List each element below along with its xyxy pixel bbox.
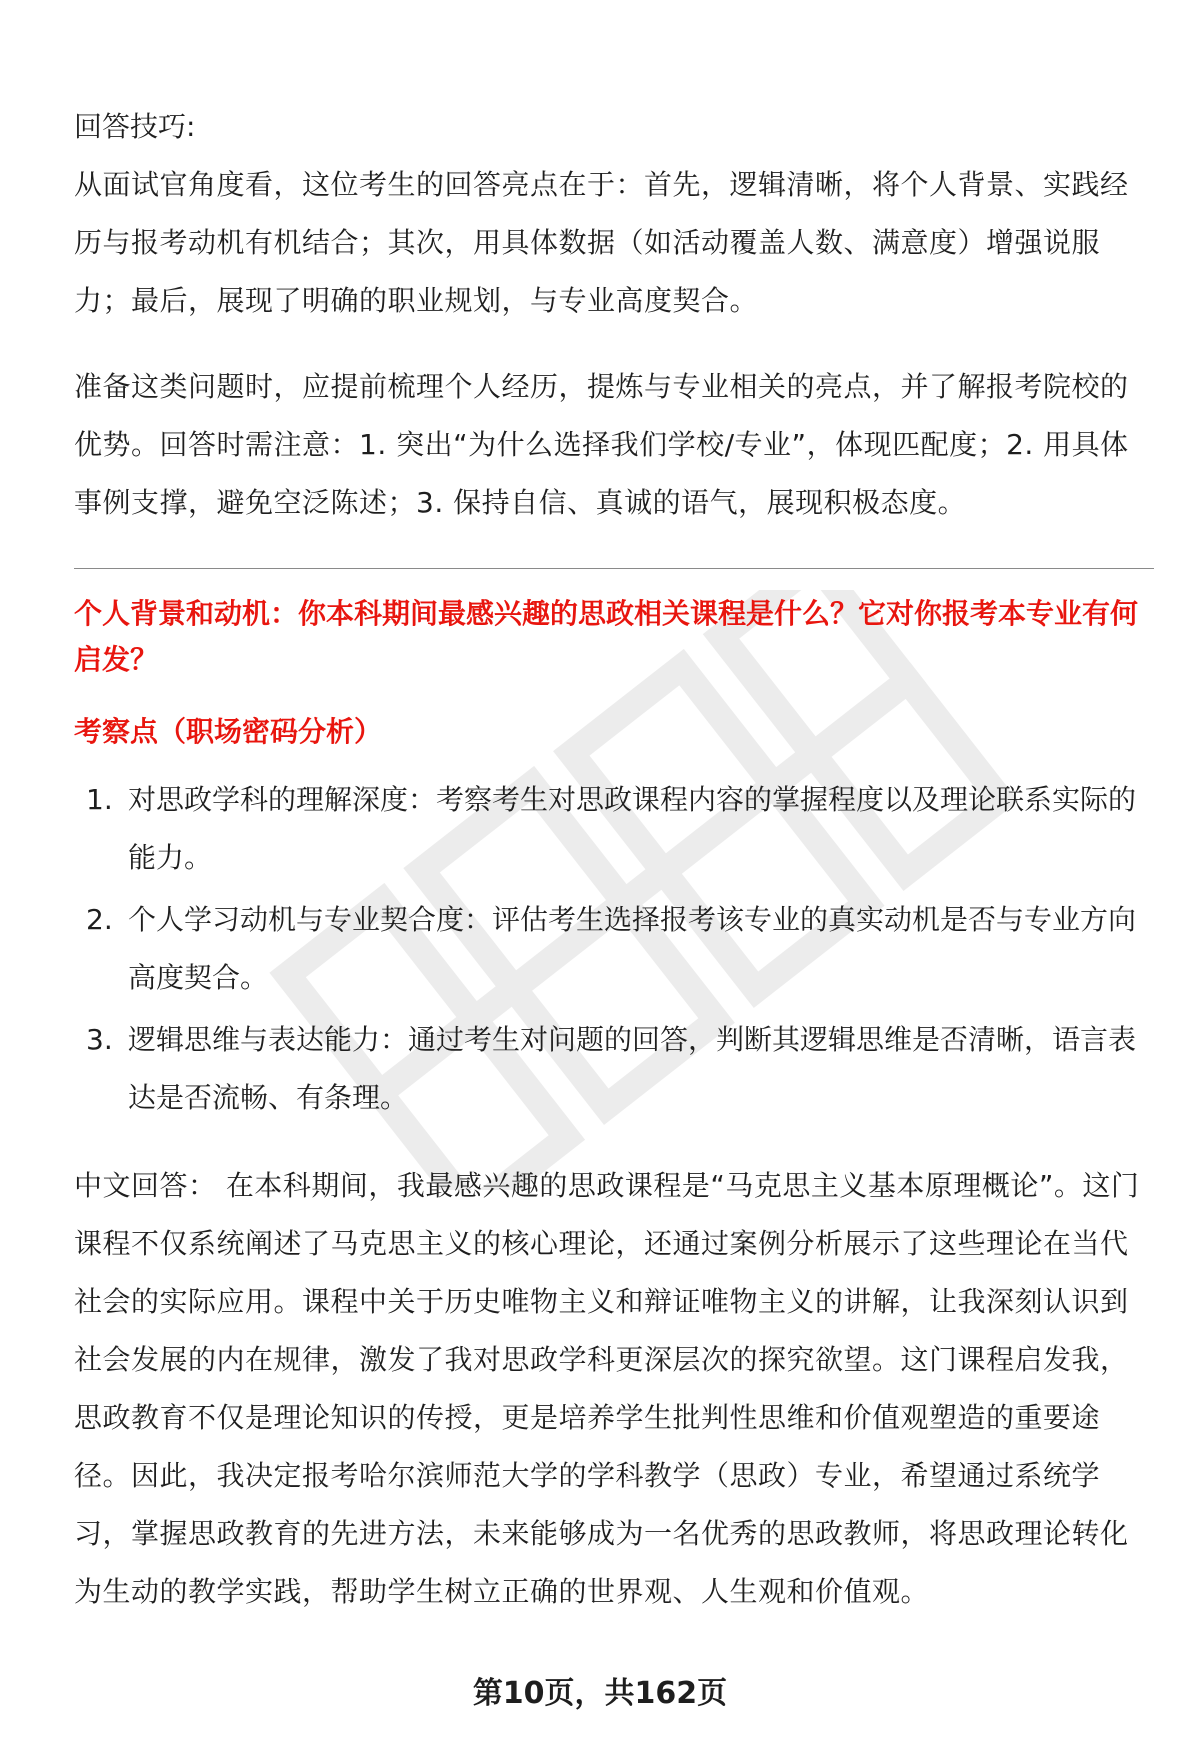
- answer-paragraph: 中文回答： 在本科期间，我最感兴趣的思政课程是“马克思主义基本原理概论”。这门课程不仅系统阐述了马克思主义的核心理论，还通过案例分析展示了这些理论在当代社会的实际应用。课程中关于历史唯物主义和辩证唯物主义的讲解，让我深刻认识到社会发展的内在规律，激发了我对思政学科更深层次的探究欲望。这门课程启发我，思政教育不仅是理论知识的传授，更是培养学生批判性思维和价值观塑造的重要途径。因此，我决定报考哈尔滨师范大学的学科教学（思政）专业，希望通过系统学习，掌握思政教育的先进方法，未来能够成为一名优秀的思政教师，将思政理论转化为生动的教学实践，帮助学生树立正确的世界观、人生观和价值观。: [74, 1169, 1140, 1608]
- tips-label: 回答技巧:: [74, 110, 196, 143]
- list-item: [74, 771, 1148, 887]
- tips-paragraph-2: 准备这类问题时，应提前梳理个人经历，提炼与专业相关的亮点，并了解报考院校的优势。回答时需注意：1. 突出“为什么选择我们学校/专业”，体现匹配度；2. 用具体事例支撑，避免空泛陈述；3. 保持自信、真诚的语气，展现积极态度。: [74, 370, 1129, 519]
- list-item-number: 2.: [86, 903, 113, 936]
- assessment-points-list: [74, 771, 1148, 1127]
- list-item-text: 对思政学科的理解深度：考察考生对思政课程内容的掌握程度以及理论联系实际的能力。: [128, 783, 1137, 874]
- list-item-text: 逻辑思维与表达能力：通过考生对问题的回答，判断其逻辑思维是否清晰，语言表达是否流畅、有条理。: [128, 1023, 1137, 1114]
- list-item: [74, 891, 1148, 1007]
- list-item-number: 1.: [86, 783, 113, 816]
- tips-paragraph-1: 从面试官角度看，这位考生的回答亮点在于：首先，逻辑清晰，将个人背景、实践经历与报考动机有机结合；其次，用具体数据（如活动覆盖人数、满意度）增强说服力；最后，展现了明确的职业规划，与专业高度契合。: [74, 168, 1129, 317]
- list-item: [74, 1011, 1148, 1127]
- page-content: [74, 98, 1148, 1621]
- list-item-text: 个人学习动机与专业契合度：评估考生选择报考该专业的真实动机是否与专业方向高度契合。: [128, 903, 1137, 994]
- section-divider: [74, 568, 1154, 569]
- watermark-text: 职场密码出品: [633, 899, 647, 901]
- page-number-footer: 第10页，共162页: [472, 1676, 728, 1711]
- question-heading: 个人背景和动机：你本科期间最感兴趣的思政相关课程是什么？它对你报考本专业有何启发？: [74, 597, 1139, 676]
- list-item-number: 3.: [86, 1023, 113, 1056]
- assessment-subheading: 考察点（职场密码分析）: [74, 715, 383, 748]
